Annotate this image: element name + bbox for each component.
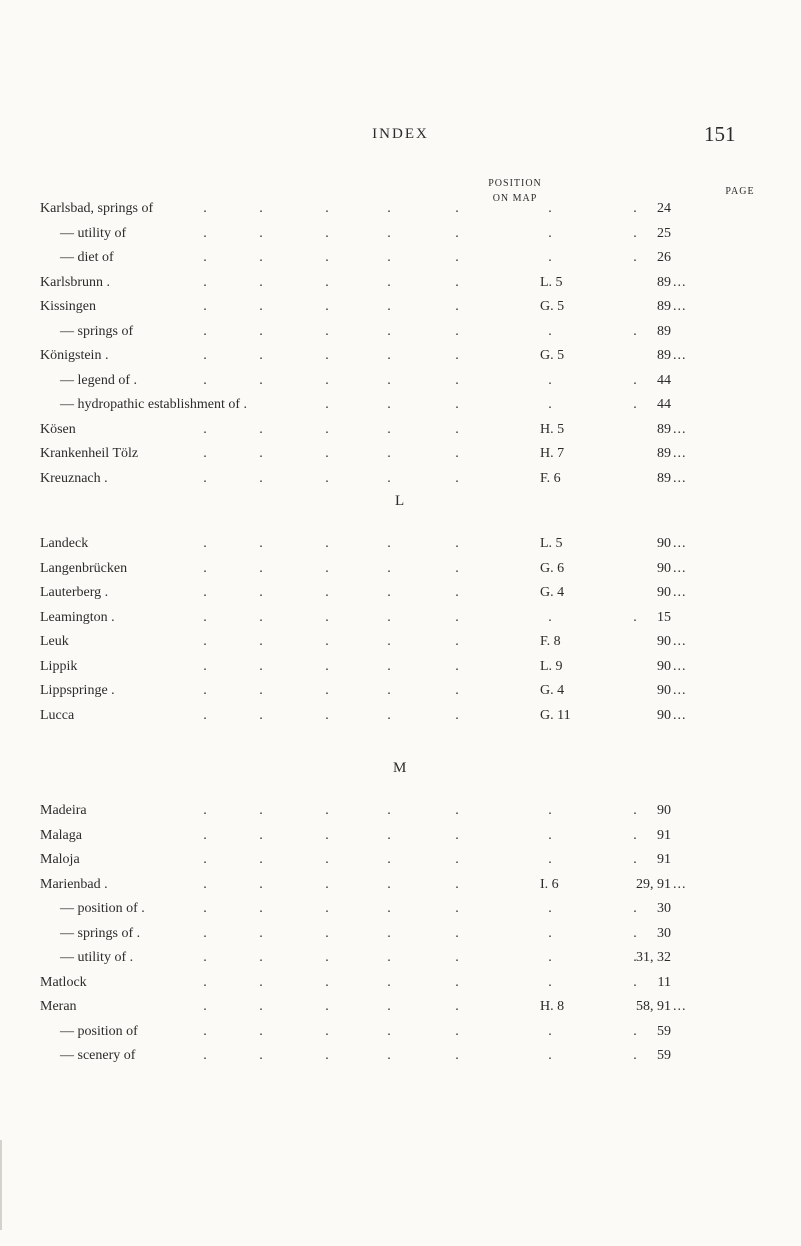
entry-name: Leamington . — [40, 609, 115, 625]
entry-page-number: 90 — [657, 536, 671, 551]
entry-name: Kissingen — [40, 299, 96, 314]
entry-name: Maloja — [40, 852, 80, 867]
column-header-page: PAGE — [725, 186, 755, 197]
entry-page-number: 90 — [657, 803, 671, 818]
entry-page-number: 59 — [657, 1023, 671, 1039]
entry-page-number: 44 — [657, 397, 671, 412]
entry-page-number: 44 — [657, 372, 671, 388]
leader-ellipsis: ... — [673, 470, 687, 486]
entry-page-number: 59 — [657, 1048, 671, 1063]
entry-name: Königstein . — [40, 348, 109, 363]
index-entry: — legend of . . . . . . . . 44 — [60, 372, 671, 388]
index-entry: Kreuznach . . . . . . F. 6 ... 89 — [40, 470, 687, 486]
entry-name: Lauterberg . — [40, 585, 109, 600]
entry-map-position: G. 6 — [540, 560, 565, 576]
leader-ellipsis: ... — [673, 446, 687, 461]
page-number: 151 — [704, 122, 736, 146]
index-entry: — utility of . . . . . . . . 31, 32 — [60, 950, 671, 965]
entry-name: Kreuznach . — [40, 470, 108, 486]
index-entry: Malaga . . . . . . . 91 — [40, 827, 671, 843]
entry-name: — legend of . — [60, 372, 137, 388]
leader-ellipsis: ... — [673, 876, 687, 892]
index-entry: Krankenheil Tölz . . . . . H. 7 ... 89 — [40, 446, 687, 461]
entry-map-position: H. 5 — [540, 421, 565, 437]
entry-map-position: L. 9 — [540, 658, 563, 674]
entry-page-number: 29, 91 — [636, 876, 671, 892]
entry-name: Langenbrücken — [40, 560, 128, 576]
running-head-title: INDEX — [372, 126, 429, 142]
entry-name: — hydropathic establishment of . — [60, 397, 248, 412]
entry-name: — position of . — [60, 901, 145, 916]
entry-page-number: 31, 32 — [636, 950, 671, 965]
index-entry: Matlock . . . . . . . 11 — [40, 974, 671, 990]
entry-page-number: 25 — [657, 225, 671, 241]
index-entry: Kösen . . . . . H. 5 ... 89 — [40, 421, 687, 437]
index-entry: — springs of . . . . . . . 89 — [60, 323, 671, 339]
index-entry: Maloja . . . . . . . 91 — [40, 852, 671, 867]
index-entry: Kissingen . . . . . G. 5 ... 89 — [40, 299, 687, 314]
entry-page-number: 91 — [657, 852, 671, 867]
entry-page-number: 90 — [657, 658, 671, 674]
index-entry: Lippik . . . . . L. 9 ... 90 — [40, 658, 687, 674]
entry-name: Meran — [40, 999, 77, 1014]
entry-map-position: L. 5 — [540, 274, 563, 290]
leader-ellipsis: ... — [673, 348, 687, 363]
entry-map-position: G. 4 — [540, 585, 565, 600]
index-entry: — diet of . . . . . . . 26 — [60, 250, 671, 265]
index-entry: — scenery of . . . . . . . 59 — [60, 1048, 671, 1063]
leader-ellipsis: ... — [673, 707, 687, 723]
entry-name: Lippspringe . — [40, 683, 115, 698]
index-entry: Madeira . . . . . . . 90 — [40, 803, 671, 818]
entry-name: Leuk — [40, 634, 69, 649]
entry-page-number: 58, 91 — [636, 999, 671, 1014]
index-entry: — position of . . . . . . . 59 — [60, 1023, 671, 1039]
entry-name: Marienbad . — [40, 876, 108, 892]
index-entry: Karlsbad, springs of . . . . . . . 24 — [40, 201, 671, 216]
entry-map-position: H. 7 — [540, 446, 565, 461]
entry-page-number: 30 — [657, 901, 671, 916]
entry-map-position: I. 6 — [540, 876, 559, 892]
index-entry: — hydropathic establishment of . . . . . . 44 — [60, 397, 671, 412]
entry-map-position: G. 4 — [540, 683, 565, 698]
index-entry: Leuk . . . . . F. 8 ... 90 — [40, 634, 687, 649]
entry-page-number: 24 — [657, 201, 671, 216]
entry-page-number: 90 — [657, 683, 671, 698]
leader-ellipsis: ... — [673, 560, 687, 576]
leader-ellipsis: ... — [673, 634, 687, 649]
index-entry: — utility of . . . . . . . 25 — [60, 225, 671, 241]
index-entry: Marienbad . . . . . . I. 6 ... 29, 91 — [40, 876, 687, 892]
index-entry: Langenbrücken . . . . . G. 6 ... 90 — [40, 560, 687, 576]
index-entry: Meran . . . . . H. 8 ... 58, 91 — [40, 999, 687, 1014]
entry-name: — position of — [60, 1023, 138, 1039]
entry-name: Malaga — [40, 827, 82, 843]
entry-name: — diet of — [60, 250, 114, 265]
leader-ellipsis: ... — [673, 585, 687, 600]
entry-map-position: L. 5 — [540, 536, 563, 551]
leader-ellipsis: ... — [673, 299, 687, 314]
leader-ellipsis: ... — [673, 683, 687, 698]
entry-name: Lippik — [40, 658, 78, 674]
entry-page-number: 90 — [657, 634, 671, 649]
entry-page-number: 11 — [657, 974, 671, 990]
leader-ellipsis: ... — [673, 536, 687, 551]
entry-page-number: 26 — [657, 250, 671, 265]
entry-page-number: 15 — [657, 609, 671, 625]
entry-page-number: 89 — [657, 470, 671, 486]
index-section-m — [0, 801, 801, 1071]
entry-page-number: 91 — [657, 827, 671, 843]
index-section-k — [0, 199, 801, 493]
entry-page-number: 89 — [657, 299, 671, 314]
entry-map-position: G. 5 — [540, 348, 565, 363]
index-entry: — position of . . . . . . . . 30 — [60, 901, 671, 916]
entry-name: Karlsbrunn . — [40, 274, 110, 290]
entry-page-number: 89 — [657, 421, 671, 437]
entry-page-number: 89 — [657, 348, 671, 363]
entry-name: Kösen — [40, 421, 76, 437]
entry-map-position: F. 8 — [540, 634, 561, 649]
entry-name: Landeck — [40, 536, 89, 551]
entry-name: — utility of . — [60, 950, 134, 965]
entry-name: Madeira — [40, 803, 87, 818]
column-header-map-line-2: ON MAP — [492, 193, 538, 204]
entry-page-number: 90 — [657, 560, 671, 576]
index-entry: Lauterberg . . . . . . G. 4 ... 90 — [40, 585, 687, 600]
entry-map-position: F. 6 — [540, 470, 561, 486]
leader-ellipsis: ... — [673, 274, 687, 290]
entry-map-position: G. 11 — [540, 707, 571, 723]
page-edge-mark — [0, 1140, 2, 1230]
column-header-map-line-1: POSITION — [488, 178, 542, 189]
index-entry: — springs of . . . . . . . . 30 — [60, 925, 671, 941]
leader-ellipsis: ... — [673, 658, 687, 674]
index-entry: Landeck . . . . . L. 5 ... 90 — [40, 536, 687, 551]
entry-name: — springs of . — [60, 925, 141, 941]
index-entry: Lippspringe . . . . . . G. 4 ... 90 — [40, 683, 687, 698]
entry-name: Krankenheil Tölz — [40, 446, 139, 461]
entry-page-number: 89 — [657, 323, 671, 339]
section-letter-l: L — [395, 493, 405, 509]
entry-name: — scenery of — [60, 1048, 136, 1063]
entry-page-number: 30 — [657, 925, 671, 941]
entry-map-position: G. 5 — [540, 299, 565, 314]
leader-ellipsis: ... — [673, 421, 687, 437]
entry-name: Matlock — [40, 974, 87, 990]
entry-name: — springs of — [60, 323, 134, 339]
entry-page-number: 89 — [657, 274, 671, 290]
index-section-l — [0, 534, 801, 730]
entry-name: Karlsbad, springs of — [40, 201, 154, 216]
entry-name: — utility of — [60, 225, 127, 241]
index-entry: Königstein . . . . . . G. 5 ... 89 — [40, 348, 687, 363]
entry-page-number: 89 — [657, 446, 671, 461]
entry-page-number: 90 — [657, 585, 671, 600]
section-letter-m: M — [393, 760, 407, 776]
index-entry: Karlsbrunn . . . . . . L. 5 ... 89 — [40, 274, 687, 290]
index-entry: Lucca . . . . . G. 11 ... 90 — [40, 707, 687, 723]
entry-name: Lucca — [40, 707, 75, 723]
entry-map-position: H. 8 — [540, 999, 565, 1014]
leader-ellipsis: ... — [673, 999, 687, 1014]
index-entry: Leamington . . . . . . . . 15 — [40, 609, 671, 625]
entry-page-number: 90 — [657, 707, 671, 723]
